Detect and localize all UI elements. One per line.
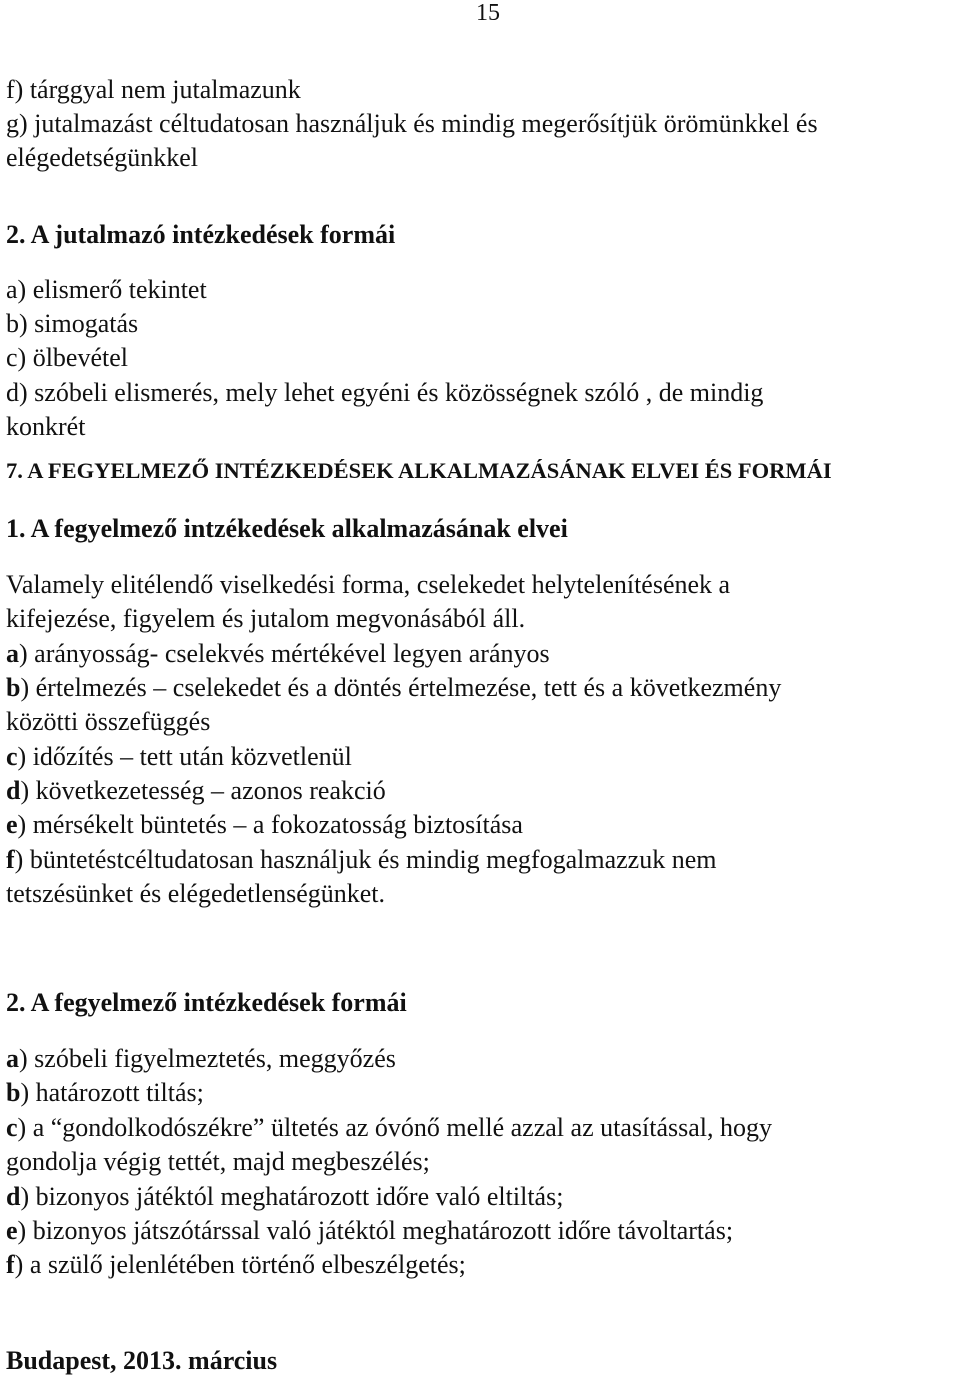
chapter-heading: 7. A FEGYELMEZŐ INTÉZKEDÉSEK ALKALMAZÁSÁNAK ELVEI ÉS FORMÁI	[6, 458, 832, 483]
principle-c-letter: c	[6, 742, 18, 771]
discipline-b-letter: b	[6, 1078, 21, 1107]
reward-item-d: d) szóbeli elismerés, mely lehet egyéni és közösségnek szóló , de mindig	[6, 378, 764, 407]
discipline-item-e	[6, 1215, 733, 1247]
discipline-item-c	[6, 1112, 772, 1144]
discipline-c-text: ) a “gondolkodószékre” ültetés az óvónő mellé azzal az utasítással, hogy	[17, 1113, 772, 1142]
principle-d-text: ) következetesség – azonos reakció	[20, 776, 386, 805]
reward-forms-heading: 2. A jutalmazó intézkedések formái	[6, 220, 396, 249]
discipline-a-text: ) szóbeli figyelmeztetés, meggyőzés	[19, 1044, 396, 1073]
principle-f-cont: tetszésünket és elégedetlenségünket.	[6, 879, 386, 908]
principle-e	[6, 809, 523, 841]
principles-intro: Valamely elitélendő viselkedési forma, cselekedet helytelenítésének a	[6, 570, 731, 599]
principle-a-letter: a	[6, 639, 19, 668]
principles-intro-cont: kifejezése, figyelem és jutalom megvonásából áll.	[6, 604, 526, 633]
intro-item-g: g) jutalmazást céltudatosan használjuk és mindig megerősítjük örömünkkel és	[6, 109, 818, 138]
discipline-d-letter: d	[6, 1182, 21, 1211]
principle-a	[6, 638, 550, 670]
principle-d-letter: d	[6, 776, 21, 805]
signature-line: Budapest, 2013. március	[6, 1346, 278, 1375]
discipline-item-c-cont: gondolja végig tettét, majd megbeszélés;	[6, 1147, 430, 1176]
discipline-b-text: ) határozott tiltás;	[20, 1078, 204, 1107]
reward-item-b: b) simogatás	[6, 309, 139, 338]
discipline-c-letter: c	[6, 1113, 18, 1142]
reward-item-d-cont: konkrét	[6, 412, 86, 441]
principle-c	[6, 741, 352, 773]
discipline-d-text: ) bizonyos játéktól meghatározott időre való eltiltás;	[20, 1182, 564, 1211]
discipline-f-letter: f	[6, 1250, 15, 1279]
discipline-item-d	[6, 1181, 563, 1213]
discipline-e-text: ) bizonyos játszótárssal való játéktól meghatározott időre távoltartás;	[17, 1216, 734, 1245]
discipline-forms-heading: 2. A fegyelmező intézkedések formái	[6, 988, 407, 1017]
principle-f	[6, 844, 716, 876]
principle-a-text: ) arányosság- cselekvés mértékével legyen arányos	[19, 639, 550, 668]
principle-b	[6, 672, 781, 704]
principle-c-text: ) időzítés – tett után közvetlenül	[17, 742, 352, 771]
principle-b-letter: b	[6, 673, 21, 702]
principle-d	[6, 775, 386, 807]
page-number: 15	[476, 0, 500, 26]
principle-f-letter: f	[6, 845, 15, 874]
discipline-item-a	[6, 1043, 396, 1075]
principle-f-text: ) büntetéstcéltudatosan használjuk és mindig megfogalmazzuk nem	[14, 845, 717, 874]
principle-e-text: ) mérsékelt büntetés – a fokozatosság biztosítása	[17, 810, 523, 839]
principle-e-letter: e	[6, 810, 18, 839]
reward-item-a: a) elismerő tekintet	[6, 275, 207, 304]
reward-item-c: c) ölbevétel	[6, 343, 128, 372]
discipline-e-letter: e	[6, 1216, 18, 1245]
principle-b-text: ) értelmezés – cselekedet és a döntés értelmezése, tett és a következmény	[20, 673, 782, 702]
intro-item-g-cont: elégedetségünkkel	[6, 143, 199, 172]
principle-b-cont: közötti összefüggés	[6, 707, 211, 736]
discipline-f-text: ) a szülő jelenlétében történő elbeszélgetés;	[14, 1250, 466, 1279]
principles-heading: 1. A fegyelmező intzékedések alkalmazásának elvei	[6, 514, 568, 543]
discipline-a-letter: a	[6, 1044, 19, 1073]
discipline-item-f	[6, 1249, 466, 1281]
intro-item-f: f) tárggyal nem jutalmazunk	[6, 75, 301, 104]
discipline-item-b	[6, 1077, 204, 1109]
